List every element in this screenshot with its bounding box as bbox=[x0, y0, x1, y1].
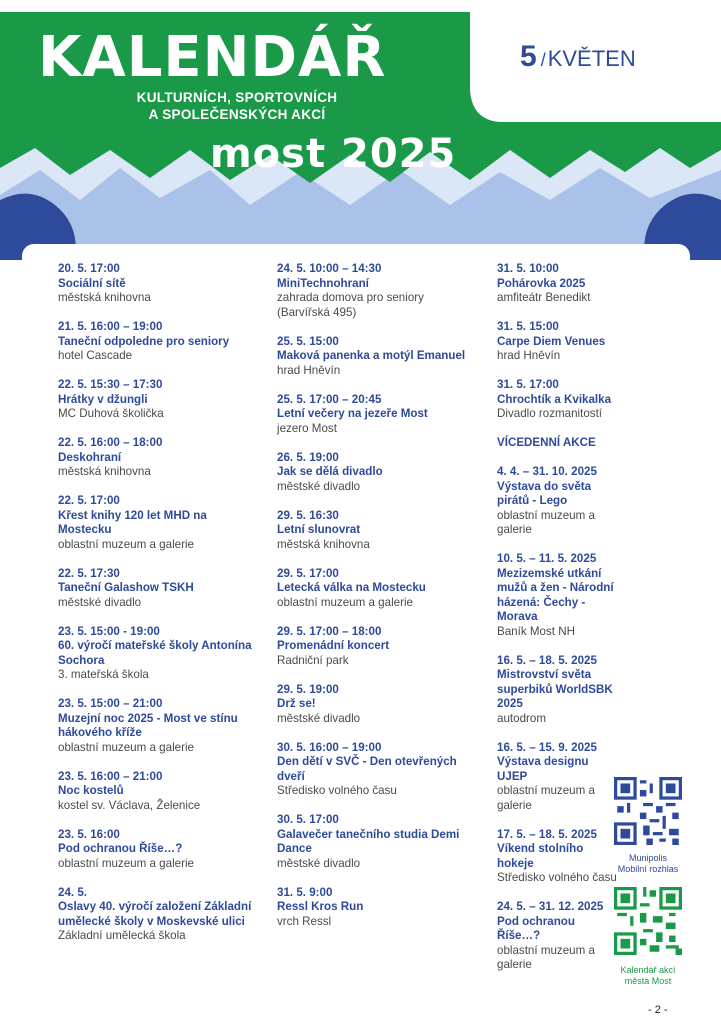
event-date: 20. 5. 17:00 bbox=[58, 262, 120, 275]
event-date: 17. 5. – 18. 5. 2025 bbox=[497, 827, 597, 841]
event-entry bbox=[58, 262, 258, 306]
event-entry bbox=[497, 552, 617, 639]
event-date: 22. 5. 17:30 bbox=[58, 566, 120, 580]
event-title: Pod ochranou Říše…? bbox=[58, 842, 183, 855]
event-title: Chrochtík a Kvikalka bbox=[497, 392, 612, 406]
event-date: 22. 5. 15:30 – 17:30 bbox=[58, 378, 163, 391]
multiday-heading: VÍCEDENNÍ AKCE bbox=[497, 436, 596, 449]
event-place: městské divadlo bbox=[277, 711, 361, 725]
event-date: 4. 4. – 31. 10. 2025 bbox=[497, 465, 597, 478]
event-place: městská knihovna bbox=[58, 465, 151, 478]
event-place: městské divadlo bbox=[277, 856, 361, 870]
event-entry bbox=[497, 262, 617, 306]
event-date: 16. 5. – 18. 5. 2025 bbox=[497, 653, 597, 667]
event-entry bbox=[497, 828, 617, 886]
event-place: městská knihovna bbox=[277, 537, 370, 551]
event-place: Baník Most NH bbox=[497, 624, 575, 638]
event-title: Hrátky v džungli bbox=[58, 392, 148, 406]
event-place: městské divadlo bbox=[277, 479, 361, 493]
calendar-title: KALENDÁŘ bbox=[38, 25, 387, 90]
event-place: městská knihovna bbox=[58, 291, 151, 304]
event-title: Výstava do světa pirátů - Lego bbox=[497, 479, 592, 507]
event-place: oblastní muzeum a galerie bbox=[497, 784, 595, 812]
event-place: Radniční park bbox=[277, 653, 349, 667]
event-entry bbox=[58, 494, 258, 552]
event-date: 29. 5. 17:00 bbox=[277, 566, 339, 580]
event-entry bbox=[58, 828, 258, 872]
event-date: 31. 5. 17:00 bbox=[497, 378, 559, 391]
event-date: 22. 5. 17:00 bbox=[58, 494, 120, 507]
event-date: 30. 5. 16:00 – 19:00 bbox=[277, 740, 382, 754]
event-place: Středisko volného času bbox=[277, 784, 397, 797]
event-place: oblastní muzeum a galerie bbox=[277, 595, 413, 609]
event-entry bbox=[497, 378, 617, 422]
event-title: Galavečer tanečního studia Demi Dance bbox=[277, 827, 460, 855]
event-title: Pod ochranou Říše…? bbox=[497, 914, 575, 942]
event-date: 10. 5. – 11. 5. 2025 bbox=[497, 552, 597, 565]
event-title: Letecká válka na Mostecku bbox=[277, 581, 426, 594]
event-entry bbox=[277, 262, 477, 320]
event-title: Ressl Kros Run bbox=[277, 900, 364, 913]
qr-label-calendar bbox=[603, 965, 693, 987]
event-title: MiniTechnohraní bbox=[277, 276, 369, 290]
event-entry bbox=[497, 900, 617, 973]
event-date: 29. 5. 17:00 – 18:00 bbox=[277, 624, 382, 638]
event-entry bbox=[277, 625, 477, 669]
city-year: most 2025 bbox=[210, 131, 457, 177]
event-date: 23. 5. 15:00 - 19:00 bbox=[58, 624, 160, 638]
event-title: Jak se dělá divadlo bbox=[277, 465, 383, 478]
event-entry bbox=[497, 741, 617, 814]
issue-number: 5 bbox=[520, 40, 537, 73]
calendar-subtitle bbox=[97, 89, 377, 123]
event-title: Taneční Galashow TSKH bbox=[58, 581, 194, 594]
event-place: Středisko volného času bbox=[497, 871, 617, 884]
event-title: Mezizemské utkání mužů a žen - Národní házená: Čechy - Morava bbox=[497, 566, 614, 623]
event-date: 24. 5. – 31. 12. 2025 bbox=[497, 900, 604, 913]
event-title: Deskohraní bbox=[58, 450, 122, 464]
event-title: Den dětí v SVČ - Den otevřených dveří bbox=[277, 755, 457, 783]
event-place: vrch Ressl bbox=[277, 914, 332, 928]
event-title: Víkend stolního hokeje bbox=[497, 842, 584, 870]
event-place: oblastní muzeum a galerie bbox=[497, 943, 595, 971]
event-date: 23. 5. 16:00 bbox=[58, 827, 120, 841]
event-date: 30. 5. 17:00 bbox=[277, 813, 339, 826]
event-entry bbox=[58, 436, 258, 480]
qr-code-munipolis[interactable] bbox=[614, 777, 682, 845]
event-date: 23. 5. 15:00 – 21:00 bbox=[58, 697, 163, 710]
event-place: hrad Hněvín bbox=[497, 349, 561, 362]
event-place: hrad Hněvín bbox=[277, 363, 341, 377]
events-column-1 bbox=[58, 262, 258, 958]
event-title: Promenádní koncert bbox=[277, 639, 390, 652]
event-title: Oslavy 40. výročí založení Základní umělecké školy v Moskevské ulici bbox=[58, 900, 252, 928]
issue-slash: / bbox=[540, 50, 546, 70]
event-entry bbox=[58, 770, 258, 814]
qr-label-munipolis bbox=[603, 853, 693, 875]
subtitle-line-2: A SPOLEČENSKÝCH AKCÍ bbox=[148, 107, 326, 122]
qr-label-munipolis-line-1: Munipolis bbox=[628, 853, 668, 863]
event-entry bbox=[277, 567, 477, 611]
page-number: - 2 - bbox=[648, 1004, 668, 1016]
event-title: Pohárovka 2025 bbox=[497, 276, 586, 290]
event-title: Výstava designu UJEP bbox=[497, 755, 589, 783]
qr-label-munipolis-line-2: Mobilní rozhlas bbox=[617, 864, 679, 874]
qr-code-calendar[interactable] bbox=[614, 887, 682, 955]
event-place: oblastní muzeum a galerie bbox=[497, 508, 595, 536]
subtitle-line-1: KULTURNÍCH, SPORTOVNÍCH bbox=[136, 90, 338, 105]
event-date: 31. 5. 15:00 bbox=[497, 320, 559, 333]
event-date: 16. 5. – 15. 9. 2025 bbox=[497, 740, 597, 754]
event-entry bbox=[58, 378, 258, 422]
event-date: 29. 5. 16:30 bbox=[277, 508, 339, 522]
event-title: Křest knihy 120 let MHD na Mostecku bbox=[58, 508, 207, 536]
event-place: kostel sv. Václava, Želenice bbox=[58, 798, 201, 812]
event-entry bbox=[277, 335, 477, 379]
event-place: autodrom bbox=[497, 711, 546, 725]
event-title: Drž se! bbox=[277, 697, 316, 710]
event-date: 25. 5. 15:00 bbox=[277, 334, 339, 348]
event-entry bbox=[277, 813, 477, 871]
event-date: 31. 5. 10:00 bbox=[497, 262, 559, 275]
events-column-2 bbox=[277, 262, 477, 944]
event-title: 60. výročí mateřské školy Antonína Sochora bbox=[58, 639, 252, 667]
event-title: Maková panenka a motýl Emanuel bbox=[277, 349, 466, 362]
event-entry bbox=[497, 320, 617, 364]
event-title: Mistrovství světa superbiků WorldSBK 2025 bbox=[497, 668, 613, 710]
qr-label-calendar-line-2: města Most bbox=[624, 976, 672, 986]
event-entry bbox=[58, 697, 258, 755]
issue-label bbox=[520, 40, 636, 74]
event-place: městské divadlo bbox=[58, 595, 142, 609]
event-place: 3. mateřská škola bbox=[58, 668, 149, 681]
event-title: Letní slunovrat bbox=[277, 523, 361, 536]
qr-label-calendar-line-1: Kalendář akcí bbox=[620, 965, 676, 975]
event-entry bbox=[58, 625, 258, 683]
event-title: Taneční odpoledne pro seniory bbox=[58, 334, 230, 348]
event-entry bbox=[58, 567, 258, 611]
event-date: 23. 5. 16:00 – 21:00 bbox=[58, 769, 163, 783]
event-title: Carpe Diem Venues bbox=[497, 334, 606, 348]
event-entry bbox=[277, 393, 477, 437]
event-title: Letní večery na jezeře Most bbox=[277, 407, 428, 420]
event-title: Muzejní noc 2025 - Most ve stínu hákového kříže bbox=[58, 711, 238, 739]
event-date: 29. 5. 19:00 bbox=[277, 682, 339, 696]
event-date: 25. 5. 17:00 – 20:45 bbox=[277, 392, 382, 406]
event-entry bbox=[277, 509, 477, 553]
event-entry bbox=[58, 886, 258, 944]
events-column-3 bbox=[497, 262, 617, 987]
event-place: hotel Cascade bbox=[58, 349, 133, 362]
event-entry bbox=[58, 320, 258, 364]
event-place: Základní umělecká škola bbox=[58, 929, 186, 942]
event-place: Divadlo rozmanitostí bbox=[497, 407, 603, 420]
event-date: 24. 5. bbox=[58, 885, 88, 899]
event-date: 22. 5. 16:00 – 18:00 bbox=[58, 436, 163, 449]
issue-month: KVĚTEN bbox=[547, 46, 636, 71]
event-date: 26. 5. 19:00 bbox=[277, 450, 339, 464]
event-entry bbox=[277, 451, 477, 495]
event-place: MC Duhová školička bbox=[58, 407, 164, 420]
event-entry bbox=[497, 465, 617, 538]
event-date: 31. 5. 9:00 bbox=[277, 885, 333, 899]
event-title: Noc kostelů bbox=[58, 784, 124, 797]
event-place: oblastní muzeum a galerie bbox=[58, 740, 194, 754]
event-place: oblastní muzeum a galerie bbox=[58, 537, 194, 551]
event-place: amfiteátr Benedikt bbox=[497, 291, 591, 304]
event-date: 24. 5. 10:00 – 14:30 bbox=[277, 262, 382, 275]
event-place: oblastní muzeum a galerie bbox=[58, 856, 194, 870]
event-title: Sociální sítě bbox=[58, 276, 126, 290]
event-place: zahrada domova pro seniory (Barvířská 495) bbox=[277, 291, 424, 319]
event-date: 21. 5. 16:00 – 19:00 bbox=[58, 320, 163, 333]
event-entry bbox=[277, 741, 477, 799]
event-place: jezero Most bbox=[277, 421, 337, 435]
event-entry bbox=[277, 886, 477, 930]
event-entry bbox=[277, 683, 477, 727]
event-entry bbox=[497, 654, 617, 727]
